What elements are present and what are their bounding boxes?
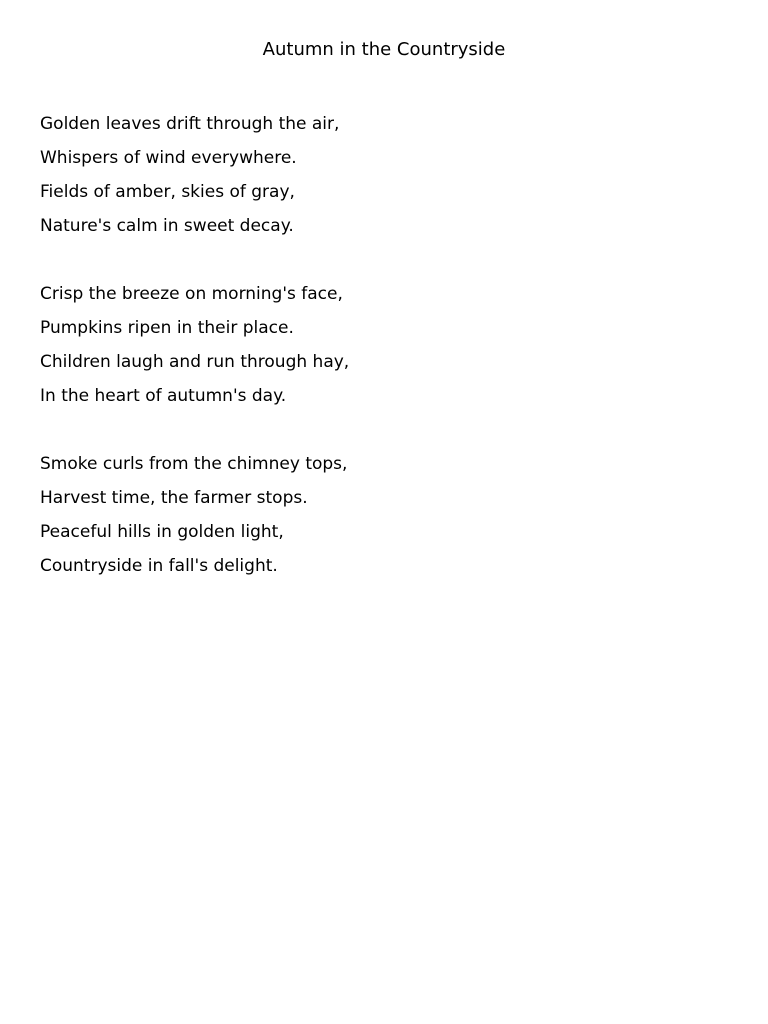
poem-line: Countryside in fall's delight. [40,556,278,576]
poem-line: Nature's calm in sweet decay. [40,216,294,236]
poem-line: Crisp the breeze on morning's face, [40,284,343,304]
poem-line: Whispers of wind everywhere. [40,148,297,168]
stanza-3 [40,447,740,583]
poem-line: Smoke curls from the chimney tops, [40,454,348,474]
poem-line: Pumpkins ripen in their place. [40,318,294,338]
stanza-2 [40,277,740,413]
poem-title: Autumn in the Countryside [262,39,506,60]
poem-body [40,107,740,617]
stanza-1 [40,107,740,243]
poem-line: In the heart of autumn's day. [40,386,287,406]
poem-line: Children laugh and run through hay, [40,352,350,372]
poem-line: Harvest time, the farmer stops. [40,488,308,508]
poem-line: Fields of amber, skies of gray, [40,182,295,202]
poem-line: Peaceful hills in golden light, [40,522,284,542]
poem-line: Golden leaves drift through the air, [40,114,340,134]
